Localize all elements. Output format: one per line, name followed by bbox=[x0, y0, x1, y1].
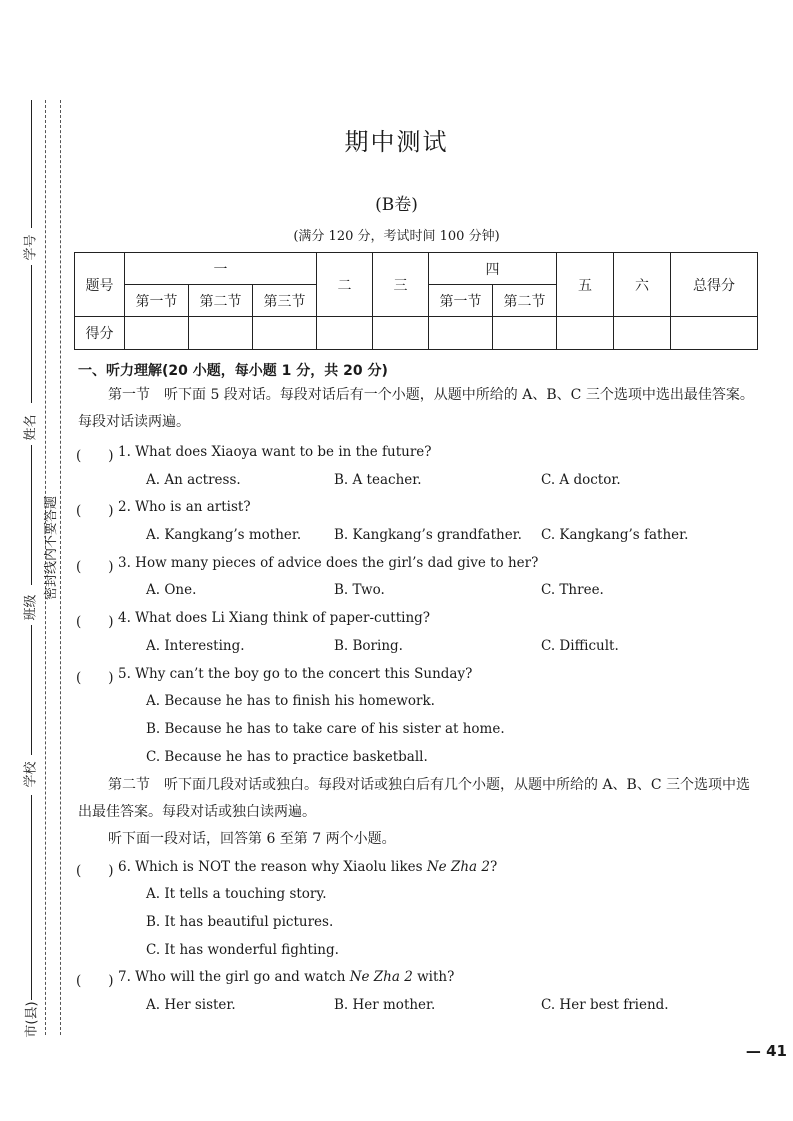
answer-blank[interactable]: ( ) bbox=[76, 863, 114, 879]
paper-version: (B卷) bbox=[375, 195, 418, 215]
part-3-header: 三 bbox=[373, 253, 429, 317]
part-1-header: 一 bbox=[125, 253, 317, 285]
part-1-instructions: 第一节 听下面 5 段对话。每段对话后有一个小题，从题中所给的 A、B、C 三个选项中选出最佳答案。每段对话读两遍。 bbox=[78, 387, 754, 430]
section-heading: 一、听力理解(20 小题，每小题 1 分，共 20 分) bbox=[78, 363, 388, 379]
part-1-section-1: 第一节 bbox=[125, 285, 189, 317]
option-c: C. Difficult. bbox=[541, 638, 619, 654]
name-label: 姓名 bbox=[23, 414, 39, 441]
score-cell[interactable] bbox=[373, 317, 429, 350]
answer-blank[interactable]: ( ) bbox=[76, 614, 114, 630]
question-stem: 3. How many pieces of advice does the girl’s dad give to her? bbox=[118, 555, 539, 571]
option-a: A. An actress. bbox=[146, 472, 241, 488]
part-1-section-3: 第三节 bbox=[253, 285, 317, 317]
answer-blank[interactable]: ( ) bbox=[76, 973, 114, 989]
question-stem: 6. Which is NOT the reason why Xiaolu likes Ne Zha 2? bbox=[118, 859, 498, 875]
option-a: A. Her sister. bbox=[146, 997, 236, 1013]
question-stem: 2. Who is an artist? bbox=[118, 499, 251, 515]
option-a: A. Because he has to finish his homework. bbox=[146, 693, 435, 709]
score-cell[interactable] bbox=[671, 317, 758, 350]
total-header: 总得分 bbox=[671, 253, 758, 317]
score-note: (满分 120 分，考试时间 100 分钟) bbox=[293, 229, 500, 244]
binding-line-3 bbox=[31, 445, 32, 585]
seal-note: 密封线内不要答题 bbox=[44, 495, 59, 600]
option-b: B. Two. bbox=[334, 582, 385, 598]
option-a: A. Kangkang’s mother. bbox=[146, 527, 302, 543]
score-cell[interactable] bbox=[614, 317, 671, 350]
part-6-header: 六 bbox=[614, 253, 671, 317]
binding-line-4 bbox=[31, 625, 32, 755]
option-c: C. Her best friend. bbox=[541, 997, 669, 1013]
part-5-header: 五 bbox=[557, 253, 614, 317]
question-stem: 7. Who will the girl go and watch Ne Zha 2 with? bbox=[118, 969, 455, 985]
option-c: C. Kangkang’s father. bbox=[541, 527, 689, 543]
city-label: 市(县) bbox=[24, 1001, 40, 1038]
option-a: A. One. bbox=[146, 582, 197, 598]
option-a: A. It tells a touching story. bbox=[146, 886, 327, 902]
part-1-section-2: 第二节 bbox=[189, 285, 253, 317]
score-cell[interactable] bbox=[429, 317, 493, 350]
answer-blank[interactable]: ( ) bbox=[76, 559, 114, 575]
score-cell[interactable] bbox=[189, 317, 253, 350]
answer-blank[interactable]: ( ) bbox=[76, 448, 114, 464]
binding-line-5 bbox=[31, 795, 32, 1000]
option-b: B. It has beautiful pictures. bbox=[146, 914, 334, 930]
answer-blank[interactable]: ( ) bbox=[76, 670, 114, 686]
part-4-section-1: 第一节 bbox=[429, 285, 493, 317]
page-number: — 41 bbox=[745, 1042, 787, 1060]
page-title: 期中测试 bbox=[344, 128, 449, 156]
score-cell[interactable] bbox=[557, 317, 614, 350]
option-b: B. Her mother. bbox=[334, 997, 436, 1013]
score-table bbox=[74, 252, 758, 350]
label-question-no: 题号 bbox=[75, 253, 125, 317]
option-b: B. Boring. bbox=[334, 638, 403, 654]
question-stem: 5. Why can’t the boy go to the concert this Sunday? bbox=[118, 666, 473, 682]
score-cell[interactable] bbox=[125, 317, 189, 350]
part-2-sub-instructions: 听下面一段对话，回答第 6 至第 7 两个小题。 bbox=[108, 831, 396, 847]
option-a: A. Interesting. bbox=[146, 638, 245, 654]
student-no-label: 学号 bbox=[23, 234, 39, 261]
binding-line-2 bbox=[31, 265, 32, 403]
part-2-instructions: 第二节 听下面几段对话或独白。每段对话或独白后有几个小题，从题中所给的 A、B、C 三个选项中选出最佳答案。每段对话或独白读两遍。 bbox=[78, 777, 751, 820]
option-b: B. A teacher. bbox=[334, 472, 422, 488]
question-stem: 4. What does Li Xiang think of paper-cutting? bbox=[118, 610, 431, 626]
score-cell[interactable] bbox=[253, 317, 317, 350]
class-label: 班级 bbox=[23, 594, 39, 621]
option-b: B. Kangkang’s grandfather. bbox=[334, 527, 522, 543]
label-score: 得分 bbox=[75, 317, 125, 350]
option-c: C. It has wonderful fighting. bbox=[146, 942, 339, 958]
part-2-header: 二 bbox=[317, 253, 373, 317]
option-c: C. A doctor. bbox=[541, 472, 621, 488]
answer-blank[interactable]: ( ) bbox=[76, 503, 114, 519]
part-4-header: 四 bbox=[429, 253, 557, 285]
option-b: B. Because he has to take care of his sister at home. bbox=[146, 721, 505, 737]
film-title: Ne Zha 2 bbox=[349, 969, 413, 985]
score-cell[interactable] bbox=[317, 317, 373, 350]
score-cell[interactable] bbox=[493, 317, 557, 350]
film-title: Ne Zha 2 bbox=[426, 859, 490, 875]
question-stem: 1. What does Xiaoya want to be in the future? bbox=[118, 444, 432, 460]
option-c: C. Because he has to practice basketball. bbox=[146, 749, 428, 765]
option-c: C. Three. bbox=[541, 582, 604, 598]
school-label: 学校 bbox=[23, 761, 39, 788]
part-4-section-2: 第二节 bbox=[493, 285, 557, 317]
